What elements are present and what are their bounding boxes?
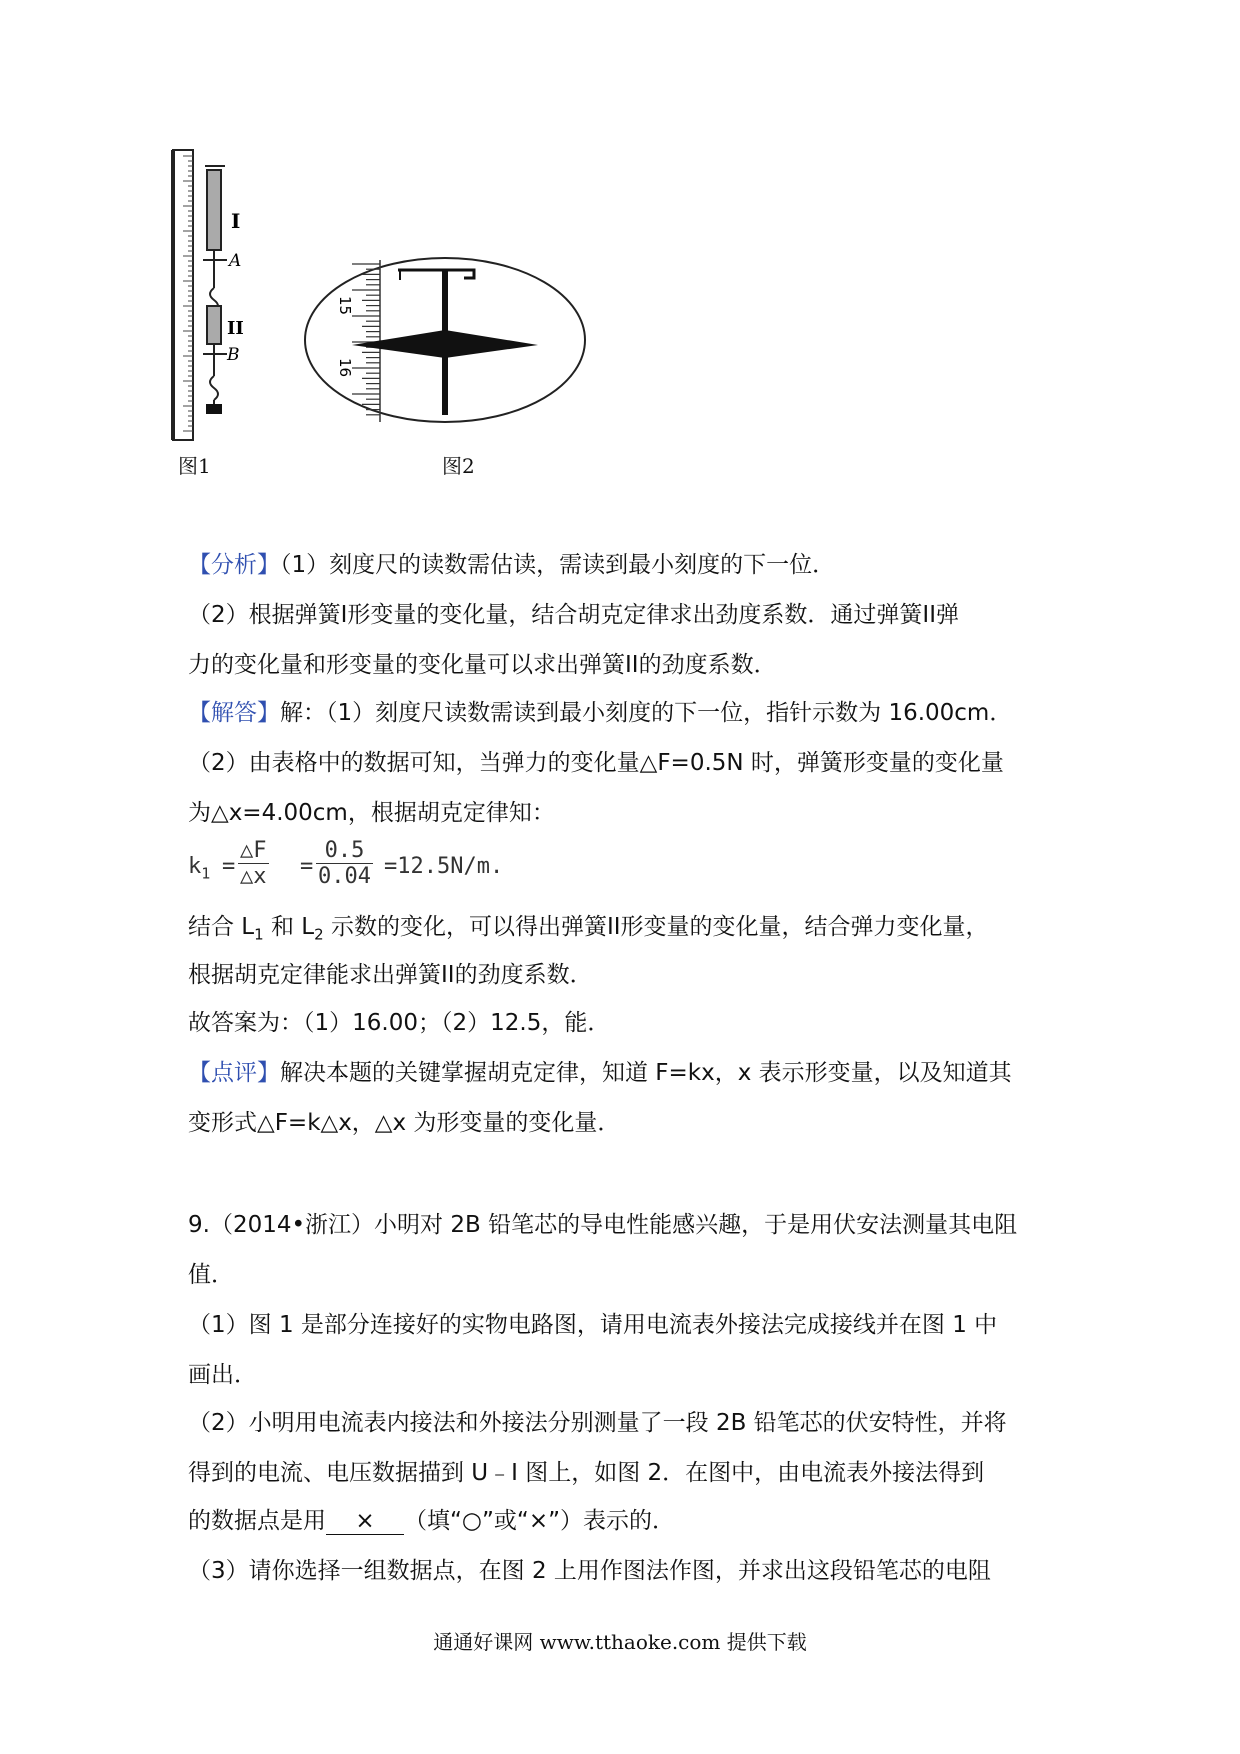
fraction-1-denominator: △x — [240, 864, 267, 889]
analysis-tag: 【分析】 — [188, 552, 280, 578]
question-9-line-2: 值． — [188, 1262, 234, 1288]
question-9-line-4: 画出． — [188, 1362, 257, 1388]
l2-subscript: 2 — [314, 925, 324, 944]
figure-1-caption: 图1 — [178, 454, 211, 478]
solution-line-5: 根据胡克定律能求出弹簧II的劲度系数． — [188, 962, 593, 988]
page-footer: 通通好课网 www.tthaoke.com 提供下载 — [433, 1630, 807, 1654]
solution-line-4-c: 示数的变化，可以得出弹簧II形变量的变化量，结合弹力变化量， — [323, 914, 989, 940]
fraction-2-numerator: 0.5 — [316, 838, 373, 864]
analysis-line-2: （2）根据弹簧Ⅰ形变量的变化量，结合胡克定律求出劲度系数．通过弹簧II弹 — [188, 602, 959, 628]
solution-line-2: （2）由表格中的数据可知，当弹力的变化量△F=0.5N 时，弹簧形变量的变化量 — [188, 750, 1004, 776]
solution-line-4-a: 结合 L — [188, 914, 255, 940]
figure-2-caption: 图2 — [442, 454, 475, 478]
answer-blank: × — [326, 1508, 404, 1535]
formula-lhs-sub: 1 — [201, 864, 211, 883]
analysis-line-1 — [188, 540, 1068, 590]
formula-fraction-1 — [238, 838, 269, 889]
solution-tag: 【解答】 — [188, 700, 280, 726]
point-b-label: B — [227, 345, 240, 365]
question-9-line-7-b: （填“○”或“×”）表示的． — [404, 1508, 676, 1534]
scale-label-15: 15 — [336, 296, 354, 316]
question-9-line-7-a: 的数据点是用 — [188, 1508, 326, 1534]
figure-2-magnified-view — [300, 250, 590, 430]
point-a-label: A — [229, 251, 242, 271]
formula-eq1: = — [222, 854, 236, 879]
fraction-2-denominator: 0.04 — [318, 864, 371, 889]
analysis-line-3: 力的变化量和形变量的变化量可以求出弹簧II的劲度系数． — [188, 652, 777, 678]
formula-fraction-2 — [316, 838, 373, 889]
formula-eq2: = — [300, 854, 314, 879]
comment-line-2: 变形式△F=k△x，△x 为形变量的变化量． — [188, 1110, 621, 1136]
formula-lhs: k — [188, 854, 202, 879]
l1-subscript: 1 — [254, 925, 264, 944]
question-9-line-6: 得到的电流、电压数据描到 U﹣I 图上，如图 2．在图中，由电流表外接法得到 — [188, 1460, 985, 1486]
solution-line-1 — [188, 688, 1068, 738]
spring-1-label: I — [231, 209, 241, 233]
spring-2-label: II — [227, 318, 244, 339]
comment-text-1: 解决本题的关键掌握胡克定律，知道 F=kx，x 表示形变量，以及知道其 — [280, 1060, 1012, 1086]
scale-label-16: 16 — [336, 358, 354, 378]
fraction-1-numerator: △F — [240, 838, 267, 863]
question-9-line-5: （2）小明用电流表内接法和外接法分别测量了一段 2B 铅笔芯的伏安特性，并将 — [188, 1410, 1007, 1436]
question-9-line-7 — [188, 1496, 1068, 1546]
comment-tag: 【点评】 — [188, 1060, 280, 1086]
question-9-line-3: （1）图 1 是部分连接好的实物电路图，请用电流表外接法完成接线并在图 1 中 — [188, 1312, 998, 1338]
solution-line-6: 故答案为：（1）16.00；（2）12.5，能． — [188, 1010, 611, 1036]
solution-line-4-b: 和 L — [263, 914, 315, 940]
solution-line-3: 为△x=4.00cm，根据胡克定律知： — [188, 800, 555, 826]
question-9-line-1: 9.（2014•浙江）小明对 2B 铅笔芯的导电性能感兴趣，于是用伏安法测量其电阻 — [188, 1212, 1018, 1238]
question-9-line-8: （3）请你选择一组数据点，在图 2 上用作图法作图，并求出这段铅笔芯的电阻 — [188, 1558, 991, 1584]
formula-result: =12.5N/m. — [384, 854, 504, 879]
comment-line-1 — [188, 1048, 1068, 1098]
figure-1-spring-ruler — [165, 148, 275, 448]
analysis-text-1: （1）刻度尺的读数需估读，需读到最小刻度的下一位． — [280, 552, 836, 578]
solution-text-1: 解：（1）刻度尺读数需读到最小刻度的下一位，指针示数为 16.00cm． — [280, 700, 1013, 726]
